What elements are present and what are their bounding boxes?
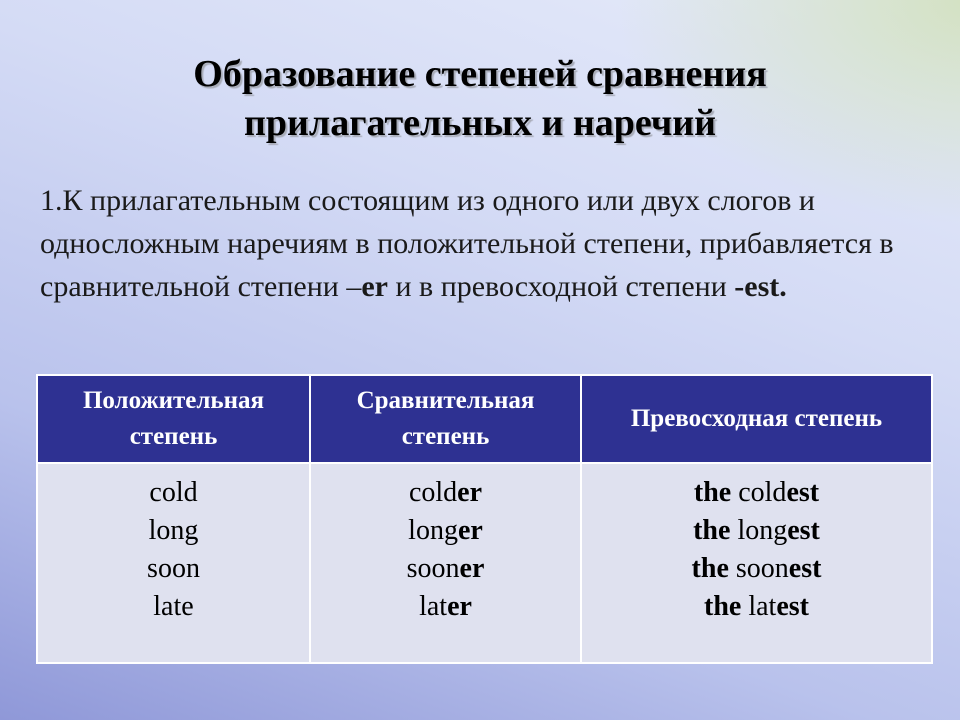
superlative-suffix: est [787, 515, 820, 546]
comparative-cell [310, 463, 581, 663]
comparative-word [312, 512, 579, 550]
comparative-word [312, 588, 579, 626]
table-row [37, 463, 932, 663]
comparative-word [312, 550, 579, 588]
superlative-stem: soon [735, 553, 789, 584]
comparative-suffix: er [459, 553, 485, 584]
rule-text-part-1: 1.К прилагательным состоящим из одного или двух слогов и односложным наречиям в положительной степени, прибавляется в сравнительной степени – [40, 184, 894, 303]
positive-word: late [153, 591, 194, 622]
degrees-table [36, 374, 933, 664]
header-superlative: Превосходная степень [581, 375, 932, 463]
superlative-word [583, 550, 930, 588]
rule-suffix-er: er [361, 270, 388, 303]
superlative-article: the [691, 553, 729, 584]
comparative-stem: soon [406, 553, 460, 584]
slide-title [0, 50, 960, 148]
rule-text-part-2: и в превосходной степени [387, 270, 735, 303]
superlative-article: the [693, 515, 731, 546]
positive-word: soon [147, 553, 200, 584]
superlative-stem: long [737, 515, 788, 546]
header-comparative: Сравнительная степень [310, 375, 581, 463]
superlative-article: the [693, 477, 732, 508]
table-header-row [37, 375, 932, 463]
rule-text [40, 179, 920, 308]
positive-cell [37, 463, 310, 663]
superlative-suffix: est [786, 477, 820, 508]
header-positive: Положительная степень [37, 375, 310, 463]
rule-suffix-est: -est. [734, 270, 787, 303]
superlative-stem: lat [748, 591, 777, 622]
positive-word: cold [149, 477, 198, 508]
superlative-word [583, 588, 930, 626]
comparative-suffix: er [457, 515, 483, 546]
comparative-stem: cold [408, 477, 458, 508]
superlative-word [583, 474, 930, 512]
comparative-word [312, 474, 579, 512]
superlative-word [583, 512, 930, 550]
superlative-cell [581, 463, 932, 663]
comparative-suffix: er [447, 591, 472, 622]
superlative-article: the [704, 591, 742, 622]
superlative-stem: cold [738, 477, 787, 508]
comparative-suffix: er [457, 477, 483, 508]
superlative-suffix: est [776, 591, 809, 622]
comparative-stem: long [408, 515, 458, 546]
positive-word: long [148, 515, 199, 546]
superlative-suffix: est [788, 553, 822, 584]
comparative-stem: lat [419, 591, 448, 622]
slide-title-line-1: Образование степеней сравнения [193, 53, 767, 95]
slide-title-line-2: прилагательных и наречий [243, 102, 717, 144]
